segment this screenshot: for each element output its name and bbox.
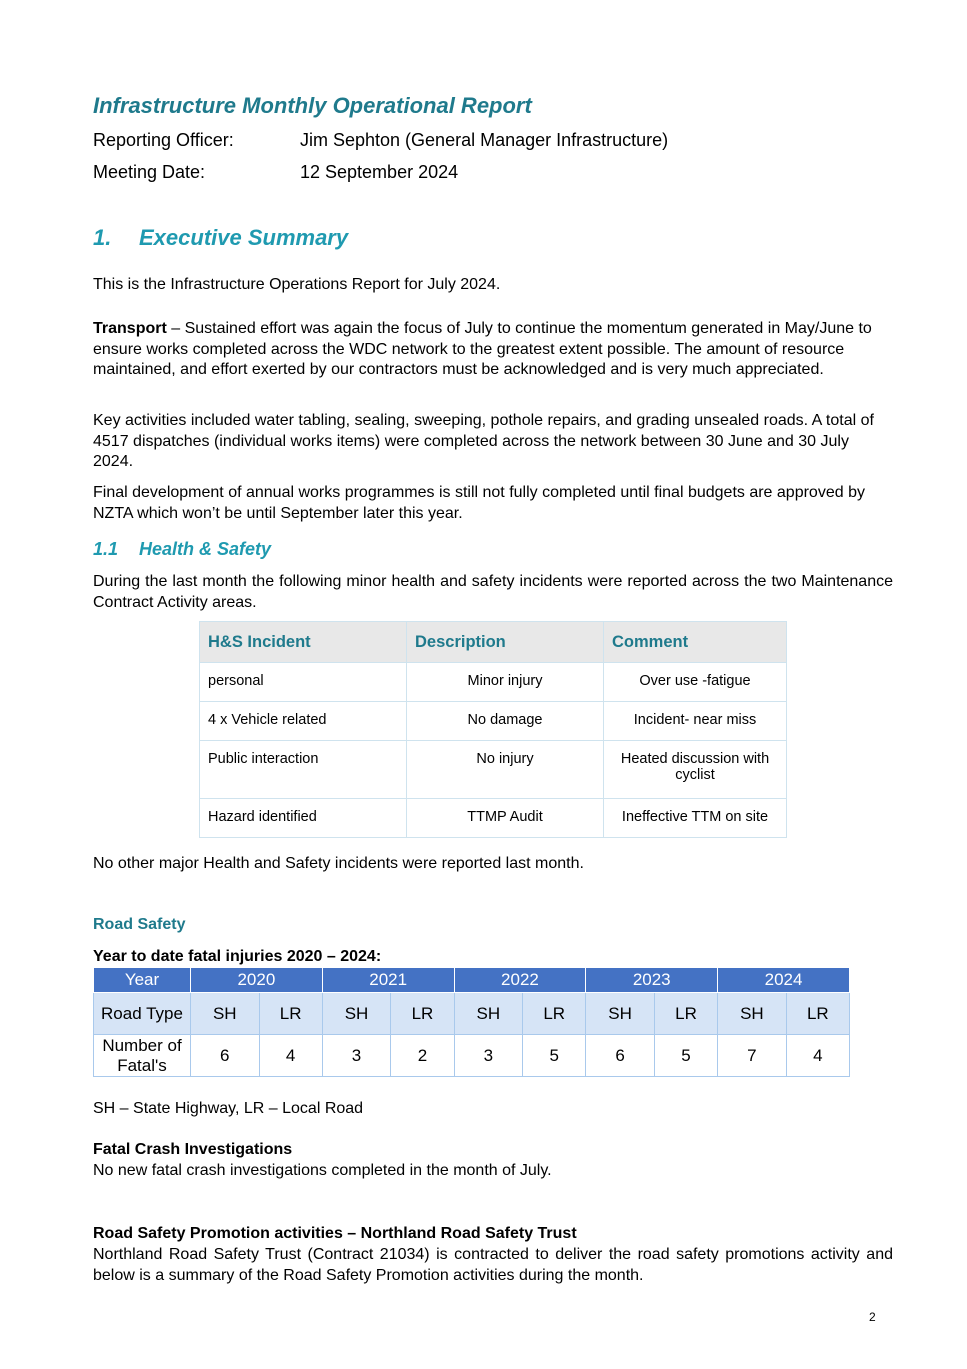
- year-label: Year: [94, 968, 191, 993]
- hs-after-paragraph: No other major Health and Safety incidents were reported last month.: [93, 855, 584, 872]
- fatal-count-cell: 6: [586, 1035, 655, 1077]
- year-cell: 2023: [586, 968, 718, 993]
- hs-incident-table: [199, 621, 787, 838]
- road-type-cell: LR: [391, 993, 454, 1035]
- table-cell: No injury: [407, 741, 604, 799]
- table-cell: personal: [200, 663, 407, 702]
- table-cell: Heated discussion with cyclist: [604, 741, 787, 799]
- fatal-injuries-table: [93, 967, 850, 1077]
- road-type-cell: LR: [654, 993, 717, 1035]
- reporting-officer-value: Jim Sephton (General Manager Infrastructure): [300, 130, 669, 150]
- table-row: [94, 968, 850, 993]
- table-row: [200, 741, 787, 799]
- number-of-fatals-label: Number of Fatal's: [94, 1035, 191, 1077]
- road-safety-promotion-heading: Road Safety Promotion activities – Northland Road Safety Trust: [93, 1225, 577, 1242]
- fatal-crash-investigations-text: No new fatal crash investigations completed in the month of July.: [93, 1162, 552, 1179]
- table-row: [200, 663, 787, 702]
- fatal-count-cell: 7: [718, 1035, 787, 1077]
- road-type-cell: SH: [586, 993, 655, 1035]
- subsection-title: Health & Safety: [139, 539, 272, 559]
- year-cell: 2024: [718, 968, 850, 993]
- table-cell: No damage: [407, 702, 604, 741]
- hs-intro-paragraph: During the last month the following minor health and safety incidents were reported across the two Maintenance Contract Activity areas.: [93, 573, 893, 611]
- fatal-count-cell: 3: [322, 1035, 391, 1077]
- table-cell: TTMP Audit: [407, 799, 604, 838]
- fatal-count-cell: 6: [191, 1035, 260, 1077]
- meeting-date-label: Meeting Date:: [93, 162, 206, 182]
- table-cell: Hazard identified: [200, 799, 407, 838]
- hs-header-comment: Comment: [604, 622, 787, 663]
- fatal-count-cell: 5: [654, 1035, 717, 1077]
- section-number: 1.: [93, 225, 112, 250]
- intro-paragraph: This is the Infrastructure Operations Report for July 2024.: [93, 276, 501, 293]
- table-cell: Incident- near miss: [604, 702, 787, 741]
- road-type-cell: SH: [322, 993, 391, 1035]
- table-cell: Public interaction: [200, 741, 407, 799]
- road-type-cell: SH: [454, 993, 523, 1035]
- road-type-cell: SH: [191, 993, 260, 1035]
- section-title: Executive Summary: [139, 225, 349, 250]
- year-cell: 2021: [322, 968, 454, 993]
- table-row: [200, 702, 787, 741]
- road-type-cell: SH: [718, 993, 787, 1035]
- road-safety-promotion-text: Northland Road Safety Trust (Contract 21034) is contracted to deliver the road safety promotions activity and below is a summary of the Road Safety Promotion activities during the month.: [93, 1246, 893, 1284]
- reporting-officer-label: Reporting Officer:: [93, 130, 234, 150]
- fatal-count-cell: 3: [454, 1035, 523, 1077]
- hs-header-description: Description: [407, 622, 604, 663]
- hs-header-incident: H&S Incident: [200, 622, 407, 663]
- subsection-number: 1.1: [93, 539, 119, 559]
- page-number: 2: [869, 1310, 876, 1324]
- fatal-crash-investigations-heading: Fatal Crash Investigations: [93, 1141, 293, 1158]
- fatal-count-cell: 4: [259, 1035, 322, 1077]
- final-development-paragraph: Final development of annual works programmes is still not fully completed until final budgets are approved by NZTA which won’t be until September later this year.: [93, 484, 865, 522]
- road-type-cell: LR: [523, 993, 586, 1035]
- fatal-table-heading: Year to date fatal injuries 2020 – 2024:: [93, 948, 382, 965]
- fatal-count-cell: 5: [523, 1035, 586, 1077]
- transport-paragraph: [93, 319, 893, 381]
- road-type-cell: LR: [786, 993, 849, 1035]
- table-cell: 4 x Vehicle related: [200, 702, 407, 741]
- table-row: [94, 993, 850, 1035]
- key-activities-paragraph: Key activities included water tabling, sealing, sweeping, pothole repairs, and grading unsealed roads. A total of 4517 dispatches (individual works items) were completed across the network between 30 June and 30 July 2024.: [93, 412, 874, 471]
- table-cell: Over use -fatigue: [604, 663, 787, 702]
- report-title: Infrastructure Monthly Operational Report: [93, 93, 532, 118]
- road-safety-heading: Road Safety: [93, 916, 186, 933]
- transport-label: Transport: [93, 320, 167, 337]
- fatal-count-cell: 4: [786, 1035, 849, 1077]
- section-heading-executive-summary: [93, 225, 348, 251]
- table-row: [94, 1035, 850, 1077]
- year-cell: 2020: [191, 968, 323, 993]
- road-type-cell: LR: [259, 993, 322, 1035]
- transport-text: – Sustained effort was again the focus of July to continue the momentum generated in May/June to ensure works completed across the WDC network to the greatest extent possible. The amount of resource maintained, and effort exerted by our contractors must be acknowledged and is very much appreciated.: [93, 320, 872, 379]
- road-type-label: Road Type: [94, 993, 191, 1035]
- fatal-count-cell: 2: [391, 1035, 454, 1077]
- year-cell: 2022: [454, 968, 586, 993]
- subsection-heading-health-safety: [93, 539, 271, 560]
- road-type-legend-note: SH – State Highway, LR – Local Road: [93, 1100, 364, 1117]
- table-cell: Minor injury: [407, 663, 604, 702]
- meeting-date-value: 12 September 2024: [300, 162, 459, 182]
- table-cell: Ineffective TTM on site: [604, 799, 787, 838]
- table-row: [200, 799, 787, 838]
